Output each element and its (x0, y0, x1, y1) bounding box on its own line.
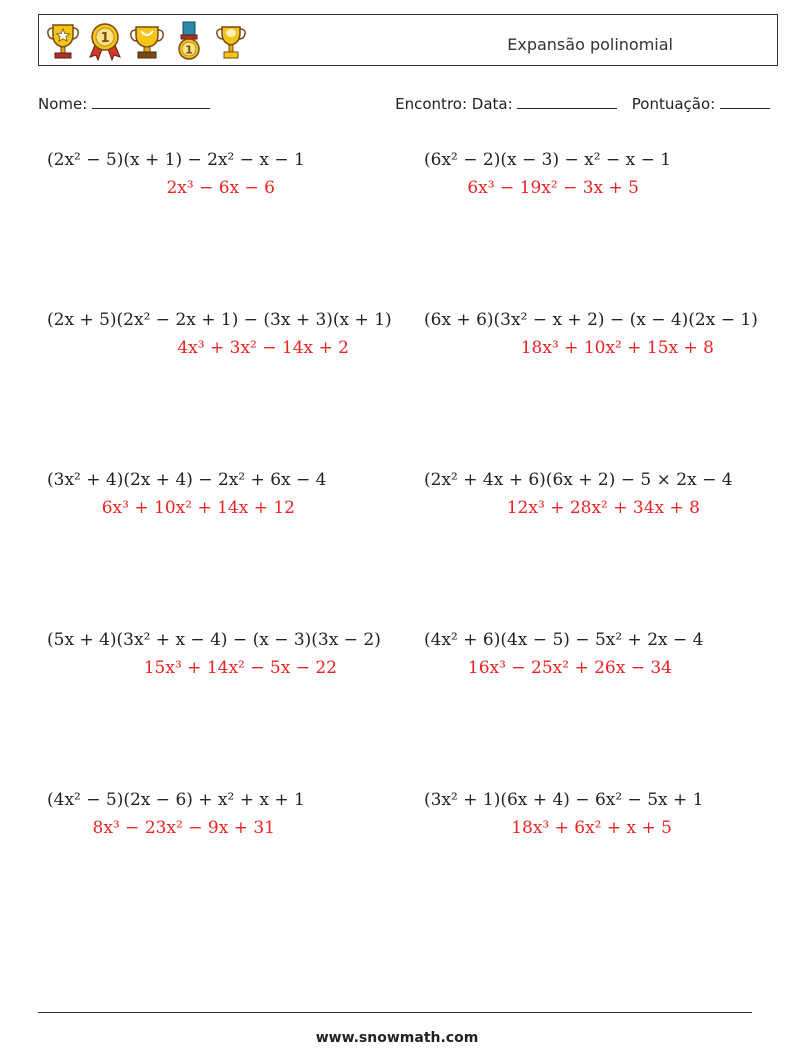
problem-answer: 18x³ + 6x² + x + 5 (511, 818, 672, 838)
trophy-small-icon (213, 21, 249, 61)
problem-answer: 12x³ + 28x² + 34x + 8 (506, 498, 700, 518)
problem-answer: 8x³ − 23x² − 9x + 31 (92, 818, 275, 838)
problem-question: (2x + 5)(2x² − 2x + 1) − (3x + 3)(x + 1) (47, 310, 392, 330)
problem-answer: 6x³ − 19x² − 3x + 5 (467, 178, 639, 198)
svg-text:1: 1 (185, 43, 193, 57)
problem-question: (2x² + 4x + 6)(6x + 2) − 5 × 2x − 4 (424, 470, 733, 490)
trophy-star-icon (45, 21, 81, 61)
problem-6 (424, 470, 733, 518)
problem-4 (424, 310, 758, 358)
medal-number-one-icon (171, 21, 207, 61)
problem-5 (47, 470, 327, 518)
trophy-cup-icon (129, 21, 165, 61)
problem-question: (6x² − 2)(x − 3) − x² − x − 1 (424, 150, 672, 170)
problem-answer: 2x³ − 6x − 6 (166, 178, 275, 198)
name-field (38, 94, 210, 113)
problem-question: (4x² − 5)(2x − 6) + x² + x + 1 (47, 790, 305, 810)
problem-question: (2x² − 5)(x + 1) − 2x² − x − 1 (47, 150, 305, 170)
date-blank[interactable] (517, 94, 617, 109)
award-icons (45, 21, 249, 61)
problem-question: (3x² + 4)(2x + 4) − 2x² + 6x − 4 (47, 470, 327, 490)
problem-7 (47, 630, 381, 678)
problem-question: (5x + 4)(3x² + x − 4) − (x − 3)(3x − 2) (47, 630, 381, 650)
name-blank[interactable] (92, 94, 210, 109)
score-blank[interactable] (720, 94, 770, 109)
worksheet-header (38, 14, 778, 66)
problem-question: (4x² + 6)(4x − 5) − 5x² + 2x − 4 (424, 630, 704, 650)
problem-answer: 4x³ + 3x² − 14x + 2 (177, 338, 349, 358)
problem-question: (6x + 6)(3x² − x + 2) − (x − 4)(2x − 1) (424, 310, 758, 330)
problem-3 (47, 310, 392, 358)
worksheet-title: Expansão polinomial (507, 35, 673, 54)
score-label: Pontuação: (631, 95, 716, 113)
footer-divider (38, 1012, 752, 1013)
problem-question: (3x² + 1)(6x + 4) − 6x² − 5x + 1 (424, 790, 704, 810)
svg-text:1: 1 (100, 31, 110, 46)
date-label: Data: (471, 95, 513, 113)
problem-2 (424, 150, 672, 198)
encounter-date-score-fields (395, 94, 770, 113)
problem-answer: 6x³ + 10x² + 14x + 12 (101, 498, 295, 518)
problem-answer: 15x³ + 14x² − 5x − 22 (143, 658, 337, 678)
medal-ribbon-icon (87, 21, 123, 61)
footer-site[interactable]: www.snowmath.com (315, 1030, 479, 1046)
problem-8 (424, 630, 704, 678)
encounter-label: Encontro: (395, 95, 468, 113)
problem-answer: 16x³ − 25x² + 26x − 34 (467, 658, 672, 678)
problem-1 (47, 150, 305, 198)
name-label: Nome: (38, 95, 88, 113)
problem-9 (47, 790, 305, 838)
problem-answer: 18x³ + 10x² + 15x + 8 (520, 338, 714, 358)
problem-10 (424, 790, 704, 838)
